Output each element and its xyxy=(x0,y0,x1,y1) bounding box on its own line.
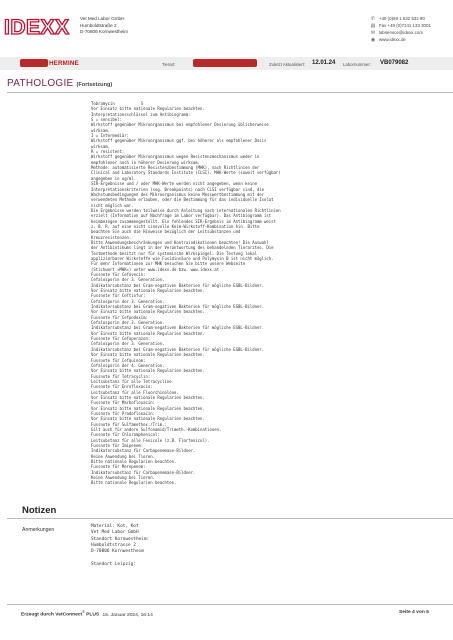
report-line: Gilt auch für andere Sulfonamid/Trimeth.-Kombinationen. xyxy=(91,426,222,432)
email-icon: ✉ xyxy=(370,29,376,36)
report-line: Kreuzresistenzen. xyxy=(91,234,132,240)
report-line: Fussnote für Enrofloxacin: xyxy=(91,384,153,390)
report-line: Indikatorsubstanz für Carbapenemase-Bildner. xyxy=(91,469,196,475)
report-line: Die Ergebnisse werden teilweise durch Anleitung nach internationalen Richtlinien xyxy=(91,207,281,213)
redaction-bar xyxy=(193,59,257,67)
report-line: Interpretationsschlüssel zum Antibiogramm: xyxy=(91,111,191,117)
report-line: Vor Einsatz bitte nationale Regularien beachten. xyxy=(91,288,205,294)
report-line: applizierbarer Wirkstoffe wie Fusidinsäure und Polymyxin B ist nicht möglich. xyxy=(91,255,274,261)
footer-reg-mark: ® xyxy=(82,610,85,614)
report-line: z. B. R, auf eine nicht sinnvolle Keim-Wirkstoff-Kombination hin. Bitte xyxy=(91,223,260,229)
report-line: S = sensibel: xyxy=(91,117,122,123)
report-line: Cefalosporin der 3. Generation. xyxy=(91,341,165,347)
report-line: Indikatorsubstanz für Carbapenemase-Bildner. xyxy=(91,448,196,454)
report-line: Fussnote für Cefquinom: xyxy=(91,357,146,363)
report-line: empfohlener noch in höherer Dosierung wirksam. xyxy=(91,159,201,165)
notes-line: Material: Kot, Kot xyxy=(91,524,139,529)
report-line: Cefalosporin der 4. Generation. xyxy=(91,362,165,368)
notes-label: Anmerkungen xyxy=(22,527,55,533)
report-line: Leitsubstanz für alle Fluorchinolone. xyxy=(91,389,179,395)
report-line: Cefalosporin der 3. Generation. xyxy=(91,298,165,304)
report-line: Testmethode besitzt nur für systemische Wirkspiegel. Die Testung lokal xyxy=(91,250,257,256)
report-line: I = Intermediär: xyxy=(91,133,129,139)
report-line: Bitte nationale Regularien beachten. xyxy=(91,480,177,486)
report-line: Leitsubstanz für alle Fenicole (z.B. Florfenicol). xyxy=(91,437,210,443)
page-number: Seite 4 von 5 xyxy=(399,610,429,615)
section-title xyxy=(7,78,112,89)
lab-street: Humboldtstraße 2 xyxy=(80,22,117,28)
report-line: nicht möglich war. xyxy=(91,202,134,208)
notes-title: Notizen xyxy=(22,505,57,516)
tierart-label: Tierart: xyxy=(162,62,176,67)
contact-block xyxy=(370,16,431,44)
section-subtitle: (Fortsetzung) xyxy=(76,82,113,88)
report-line: Vor Einsatz bitte nationale Regularien beachten. xyxy=(91,330,205,336)
phone-icon: ✆ xyxy=(370,16,376,22)
report-line: Fussnote für Chloramphenicol: xyxy=(91,432,160,438)
report-line: Wirkstoff gegenüber Mikroorganismus wegen Resistenzmechanismus weder in xyxy=(91,154,260,160)
report-line: (Stichwort »MHK«) unter www.idexx.de bzw. www.idexx.at . xyxy=(91,266,224,272)
updated-label: Zuletzt Aktualisiert: xyxy=(269,62,306,67)
report-line: Fussnote für Marbofloxacin: xyxy=(91,400,156,406)
report-line: Tobramycin S xyxy=(91,101,144,106)
report-line: Wachstumsbedingungen des Mikroorganismus keine Messwertbestimmung mit der xyxy=(91,191,265,197)
contact-phone xyxy=(370,16,431,23)
report-line: Indikatorsubstanz bei Gram-negativen Bakterien für mögliche ESBL-Bildner. xyxy=(91,346,265,352)
report-line: Vor Einsatz bitte nationale Regularien beachten. xyxy=(91,106,205,112)
report-line: Indikatorsubstanz bei Gram-negativen Bakterien für mögliche ESBL-Bildner. xyxy=(91,282,265,288)
footer-created-suffix: PLUS xyxy=(84,612,100,618)
report-line: angegeben in ug/ml. xyxy=(91,175,137,181)
notes-line: D-70806 Kornwestheim xyxy=(91,549,144,555)
report-line: Vor Einsatz bitte nationale Regularien beachten. xyxy=(91,309,205,315)
report-line: Fussnote für Cefoperazon: xyxy=(91,336,151,342)
report-line: Indikatorsubstanz bei Gram-negativen Bakterien für mögliche ESBL-Bildner. xyxy=(91,304,265,310)
report-text xyxy=(91,101,441,486)
notes-line: Standort Kornwestheim: xyxy=(91,536,150,542)
report-line: erzielt (Information auf Nachfrage im Labor verfügbar). Das Antibiogramm ist xyxy=(91,213,272,219)
report-line: SIR-Ergebnisse und / oder MHK-Werte werden nicht angegeben, wenn keine xyxy=(91,181,257,187)
report-line: Fussnote für Cefovecin: xyxy=(91,272,146,277)
updated-date: 12.01.24 xyxy=(312,60,336,66)
report-line: Wirkstoff gegenüber Mikroorganismus bei empfohlener Dosierung üblicherweise xyxy=(91,122,269,128)
report-line: Fussnote für Meropenem: xyxy=(91,464,146,470)
report-line: Vor Einsatz bitte nationale Regularien beachten. xyxy=(91,368,205,374)
footer-date: 15. Januar 2024, 16:14 xyxy=(102,612,153,618)
svg-text:IDEXX: IDEXX xyxy=(4,16,70,39)
phone-text: +49 (0)69 1 532 532 90 xyxy=(379,16,425,21)
report-line: wirksam. xyxy=(91,127,110,133)
section-divider xyxy=(7,92,453,93)
report-line: der Antibiotikums liegt in der Verantwortung des behandelnden Tierarztes. Die xyxy=(91,245,274,251)
section-title-text: PATHOLOGIE xyxy=(7,78,74,89)
redaction-bar xyxy=(20,59,48,67)
fax-icon: ▤ xyxy=(370,22,376,29)
footer-created-prefix: Erzeugt durch VetConnect xyxy=(21,612,83,618)
report-line: Fussnote für Tetracyclin: xyxy=(91,373,151,379)
web-icon: ◉ xyxy=(370,36,376,43)
footer-divider xyxy=(7,604,453,605)
footer-created xyxy=(21,610,153,618)
report-line: Interpretationskriterien (sog. Breakpoints) nach CLSI verfügbar sind, die xyxy=(91,186,265,192)
report-line: Methode: automatisierte Resistenzbestimmung (MHK), nach Richtlinien der xyxy=(91,165,260,171)
report-line: Vor Einsatz bitte nationale Regularien beachten. xyxy=(91,394,205,400)
report-line: Fussnote für Cefpodoxim: xyxy=(91,314,148,320)
report-line: keimbezogen zusammengestellt. Ein fehlendes SIR-Ergebnis im Antibiogramm weist xyxy=(91,218,276,224)
report-line: Fussnote für Sulfamethox./Trim.: xyxy=(91,421,167,427)
patient-name: HERMINE xyxy=(49,60,79,67)
notes-line: Standort Leipzig: xyxy=(91,561,136,567)
email-text[interactable]: labservice@idexx.com xyxy=(379,29,423,35)
notes-body xyxy=(91,524,149,568)
notes-divider xyxy=(7,518,453,519)
labnr-value: VB079082 xyxy=(380,60,409,66)
report-line: Bitte Anwendungsbeschränkungen und Kontraindikationen beachten! Die Auswahl xyxy=(91,239,269,245)
report-line: Vor Einsatz bitte nationale Regularien beachten. xyxy=(91,405,205,411)
lab-city: D-70806 Kornwestheim xyxy=(80,29,129,35)
labnr-label: Labornummer: xyxy=(343,62,371,67)
contact-email[interactable] xyxy=(370,30,431,37)
report-line: Vor Einsatz bitte nationale Regularien beachten. xyxy=(91,352,205,358)
report-line: Keine Anwendung bei Tieren. xyxy=(91,475,156,481)
report-line: wirksam. xyxy=(91,143,110,149)
lab-name: Vet Med Labor GmbH xyxy=(80,16,125,21)
notes-line: Humboldtstrasse 2 xyxy=(91,542,136,548)
report-line: Fussnote für Ceftiofur: xyxy=(91,293,146,299)
idexx-logo xyxy=(4,14,74,40)
report-line: Indikatorsubstanz bei Gram-negativen Bakterien für mögliche ESBL-Bildner. xyxy=(91,325,265,331)
report-line: Wirkstoff gegenüber Mikroorganismus ggf. bei höherer als empfohlener Dosis xyxy=(91,138,267,144)
contact-fax xyxy=(370,23,431,30)
report-line: Fussnote für Pradofloxacin: xyxy=(91,410,156,416)
contact-web[interactable] xyxy=(370,37,431,44)
report-line: Leitsubstanz für alle Tetracycline. xyxy=(91,378,174,384)
report-line: Cefalosporin der 3. Generation. xyxy=(91,277,165,283)
report-line: Vor Einsatz bitte nationale Regularien beachten. xyxy=(91,416,205,422)
report-line: Clinical and Laboratory Standards Institute (CLSI). MHK-Werte (soweit verfügbar) xyxy=(91,170,281,176)
fax-text: Fax +49 (0)7141 133 3001 xyxy=(379,22,431,28)
report-line: beachten Sie auch die Hinweise bezüglich der Leitsubstanzen und xyxy=(91,229,241,235)
report-line: verwendeten Methode erlauben, oder die Bestimmung für das individuelle Isolat xyxy=(91,197,274,203)
report-line: Fussnote für Imipenem: xyxy=(91,443,144,448)
report-line: Bitte nationale Regularien beachten. xyxy=(91,459,177,465)
lab-address xyxy=(80,16,128,36)
report-line: R = resistent: xyxy=(91,149,125,155)
report-line: Für mehr Informationen zur MHK besuchen Sie bitte unsere Webseite xyxy=(91,261,246,267)
web-text[interactable]: www.idexx.de xyxy=(379,36,406,42)
report-line: Keine Anwendung bei Tieren. xyxy=(91,453,156,459)
notes-line: Vet Med Labor GmbH xyxy=(91,530,139,536)
report-line: Cefalosporin der 3. Generation. xyxy=(91,320,165,326)
